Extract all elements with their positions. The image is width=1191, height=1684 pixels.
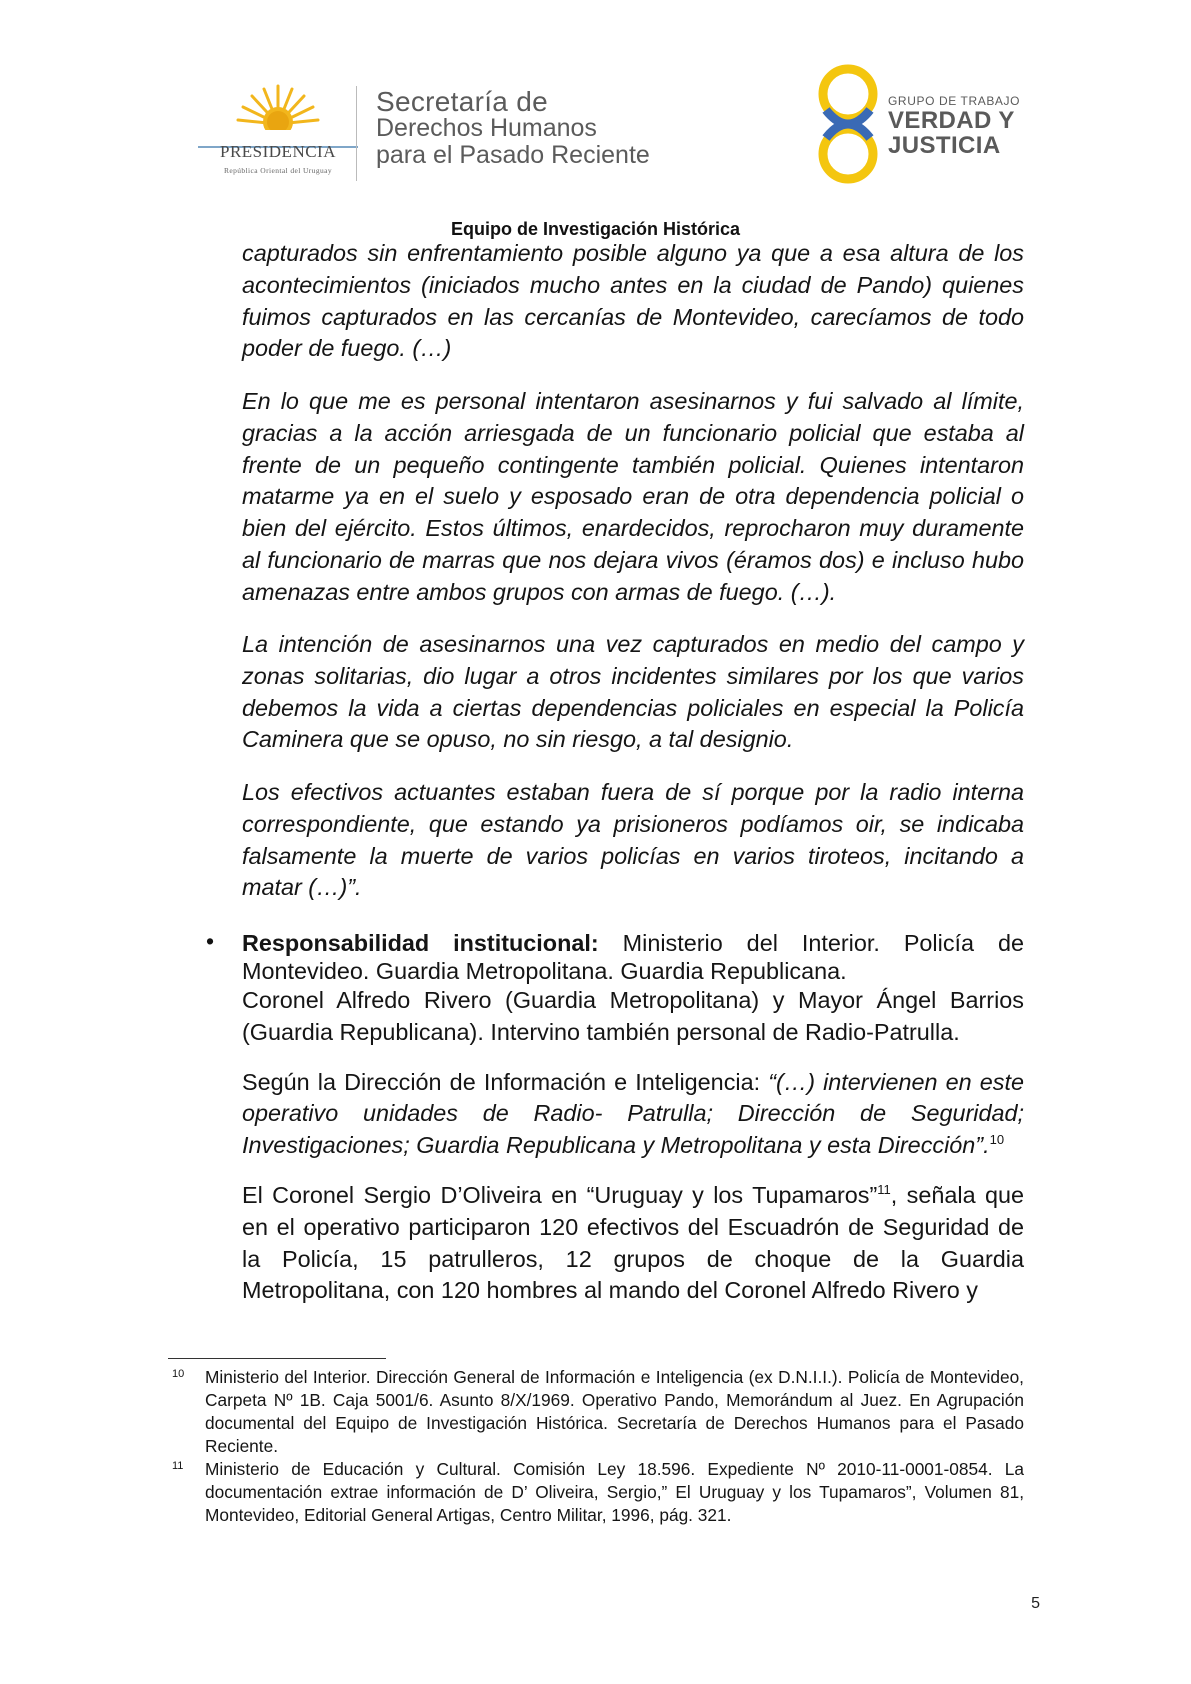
grupo-line-2: VERDAD Y (888, 107, 1015, 134)
presidencia-logo (198, 80, 358, 180)
grupo-verdad-justicia-logo (808, 60, 1028, 190)
responsibility-bullet (206, 929, 1024, 1307)
bullet-paragraph-1 (242, 929, 1024, 985)
grupo-line-3: JUSTICIA (888, 132, 1001, 159)
header-divider (356, 86, 357, 181)
quote-paragraph-2: En lo que me es personal intentaron asesinarnos y fui salvado al límite, gracias a la acción arriesgada de un funcionario policial que estaba al frente de un pequeño contingente también policial. Quienes intentaron matarme ya en el suelo y esposado eran de otra dependencia policial o bien del ejército. Estos últimos, enardecidos, reprocharon muy duramente al funcionario de marras que nos dejara vivos (éramos dos) e incluso hubo amenazas entre ambos grupos con armas de fuego. (…). (242, 388, 1024, 605)
footnote-number: 10 (172, 1368, 185, 1380)
footnote-10 (168, 1366, 1024, 1458)
footnote-text: Ministerio del Interior. Dirección General de Información e Inteligencia (ex D.N.I.I.). Policía de Montevideo, Carpeta Nº 1B. Caja 5001/6. Asunto 8/X/1969. Operativo Pando, Memorándum al Juez. En Agrupación documental del Equipo de Investigación Histórica. Secretaría de Derechos Humanos para el Pasado Reciente. (205, 1367, 1024, 1456)
grupo-logo-text (888, 94, 1020, 158)
dii-intro: Según la Dirección de Información e Inteligencia: (242, 1068, 769, 1095)
footnote-number: 11 (172, 1460, 184, 1472)
doliveira-text-b: , señala que en el operativo participaron 120 efectivos del Escuadrón de Seguridad de la Policía, 15 patrulleros, 12 grupos de choque de la Guardia Metropolitana, con 120 hombres al mando del Coronel Alfredo Rivero y (242, 1181, 1024, 1304)
bullet-paragraph-4 (242, 1180, 1024, 1307)
page-header (0, 0, 1191, 220)
bullet-label: Responsabilidad institucional: (242, 930, 599, 956)
presidencia-name: PRESIDENCIA (219, 142, 336, 161)
interlocked-rings-icon (808, 60, 888, 190)
sun-emblem-icon (233, 80, 323, 142)
dii-quote: “(…) intervienen en este operativo unidades de Radio- Patrulla; Dirección de Seguridad; Investigaciones; Guardia Republicana y Metropolitana y esta Dirección”. (242, 1068, 1024, 1159)
grupo-line-1: GRUPO DE TRABAJO (888, 94, 1021, 108)
page-number: 5 (1031, 1595, 1040, 1612)
presidencia-subtitle: República Oriental del Uruguay (223, 166, 332, 175)
footnote-ref-10[interactable]: 10 (989, 1132, 1005, 1148)
bullet-paragraph-2: Coronel Alfredo Rivero (Guardia Metropolitana) y Mayor Ángel Barrios (Guardia Republicana). Intervino también personal de Radio-Patrulla. (242, 987, 1024, 1045)
bullet-text-1: Ministerio del Interior. Policía de Montevideo. Guardia Metropolitana. Guardia Republicana. (242, 930, 1025, 984)
bullet-content (242, 929, 1024, 1307)
bullet-paragraph-3 (242, 1067, 1024, 1162)
quote-paragraph-3: La intención de asesinarnos una vez capturados en medio del campo y zonas solitarias, dio lugar a otros incidentes similares por los que varios debemos la vida a ciertas dependencias policiales en especial la Policía Caminera que se opuso, no sin riesgo, a tal designio. (242, 631, 1024, 753)
bullet-marker: • (206, 928, 215, 954)
footnote-ref-11[interactable]: 11 (877, 1182, 891, 1198)
team-title: Equipo de Investigación Histórica (450, 219, 741, 239)
footnote-separator (168, 1358, 386, 1359)
secretaria-line-2: Derechos Humanos (376, 114, 597, 142)
quote-paragraph-4: Los efectivos actuantes estaban fuera de sí porque por la radio interna correspondiente, que estando ya prisioneros podíamos oir, se indicaba falsamente la muerte de varios policías en varios tiroteos, incitando a matar (…)”. (242, 779, 1024, 901)
secretaria-logo-text (376, 88, 650, 169)
footnote-11 (168, 1458, 1024, 1527)
secretaria-line-1: Secretaría de (376, 86, 548, 117)
secretaria-line-3: para el Pasado Reciente (376, 141, 650, 169)
quote-paragraph-1: capturados sin enfrentamiento posible alguno ya que a esa altura de los acontecimientos (iniciados mucho antes en la ciudad de Pando) quienes fuimos capturados en las cercanías de Montevideo, carecíamos de todo poder de fuego. (…) (242, 240, 1024, 362)
doliveira-text-a: El Coronel Sergio D’Oliveira en “Uruguay y los Tupamaros” (242, 1181, 878, 1208)
footnote-text: Ministerio de Educación y Cultural. Comisión Ley 18.596. Expediente Nº 2010-11-0001-0854. La documentación extrae información de D’ Oliveira, Sergio,” El Uruguay y los Tupamaros”, Volumen 81, Montevideo, Editorial General Artigas, Centro Militar, 1996, pág. 321. (205, 1459, 1024, 1525)
